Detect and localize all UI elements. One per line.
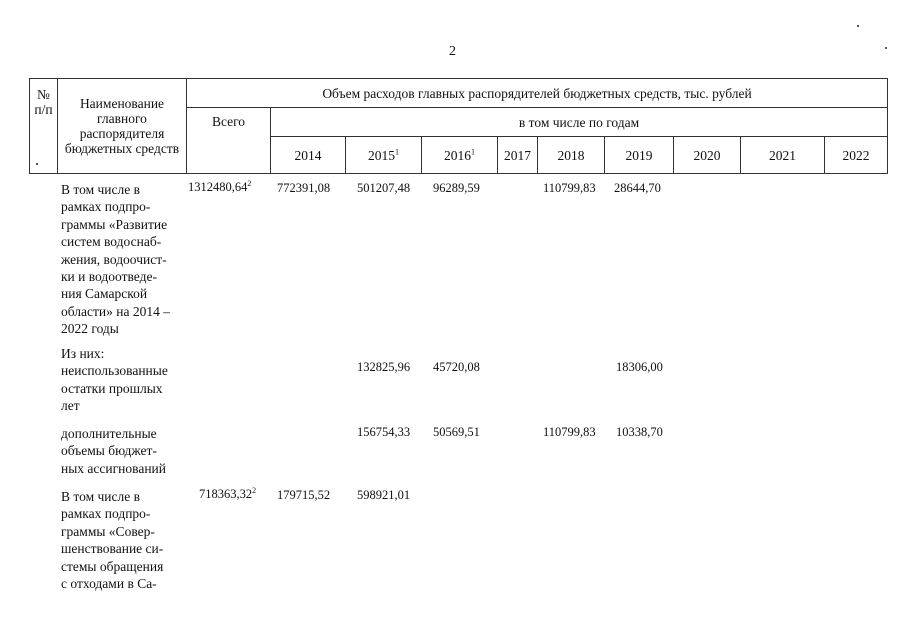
row-1-total: 1312480,64$^2$ — [188, 178, 252, 194]
year-2017-header: 2017 — [498, 137, 538, 174]
scan-speck — [885, 47, 887, 49]
year-2018-header: 2018 — [538, 137, 605, 174]
row-4-2015: 598921,01 — [357, 488, 411, 502]
row-1-name: В том числе в рамках подпро- граммы «Развитие систем водоснаб- жения, водоочист- ки и водоотведе- ния Самарской области» на 2014 – 2022 годы — [61, 182, 170, 337]
header-by-years: в том числе по годам — [271, 108, 888, 137]
row-4-name: В том числе в рамках подпро- граммы «Совер- шенствование си- стемы обращения с отходами в Са- — [61, 489, 164, 592]
year-2015-header: 2015$^1$ — [346, 137, 422, 174]
row-1-2015: 501207,48 — [357, 181, 411, 195]
year-2019-header: 2019 — [605, 137, 674, 174]
row-2-2016: 45720,08 — [433, 360, 480, 374]
row-3-2019: 10338,70 — [616, 425, 663, 439]
page-number: 2 — [449, 44, 456, 59]
row-3-name: дополнительные объемы бюджет- ных ассигнований — [61, 426, 166, 476]
row-4-total: 718363,32$^2$ — [199, 485, 257, 501]
row-1-2019: 28644,70 — [614, 181, 661, 195]
row-1-2018: 110799,83 — [543, 181, 596, 195]
budget-table-header — [29, 78, 888, 174]
year-2022-header: 2022 — [825, 137, 888, 174]
row-2-2015: 132825,96 — [357, 360, 411, 374]
row-3-2015: 156754,33 — [357, 425, 411, 439]
row-1-2016: 96289,59 — [433, 181, 480, 195]
header-distributor-name: Наименование главного распорядителя бюджетных средств — [58, 79, 187, 174]
row-3-2016: 50569,51 — [433, 425, 480, 439]
row-4-2014: 179715,52 — [277, 488, 331, 502]
year-2021-header: 2021 — [741, 137, 825, 174]
row-3-2018: 110799,83 — [543, 425, 596, 439]
row-2-2019: 18306,00 — [616, 360, 663, 374]
header-number: № п/п — [30, 79, 58, 174]
year-2016-header: 2016$^1$ — [422, 137, 498, 174]
scan-speck — [36, 163, 38, 165]
header-expenditure-volume: Объем расходов главных распорядителей бюджетных средств, тыс. рублей — [187, 79, 888, 108]
row-1-2014: 772391,08 — [277, 181, 331, 195]
year-2014-header: 2014 — [271, 137, 346, 174]
year-2020-header: 2020 — [674, 137, 741, 174]
scan-speck — [857, 25, 859, 27]
row-2-name: Из них: неиспользованные остатки прошлых лет — [61, 346, 168, 414]
header-total: Всего — [187, 108, 271, 174]
